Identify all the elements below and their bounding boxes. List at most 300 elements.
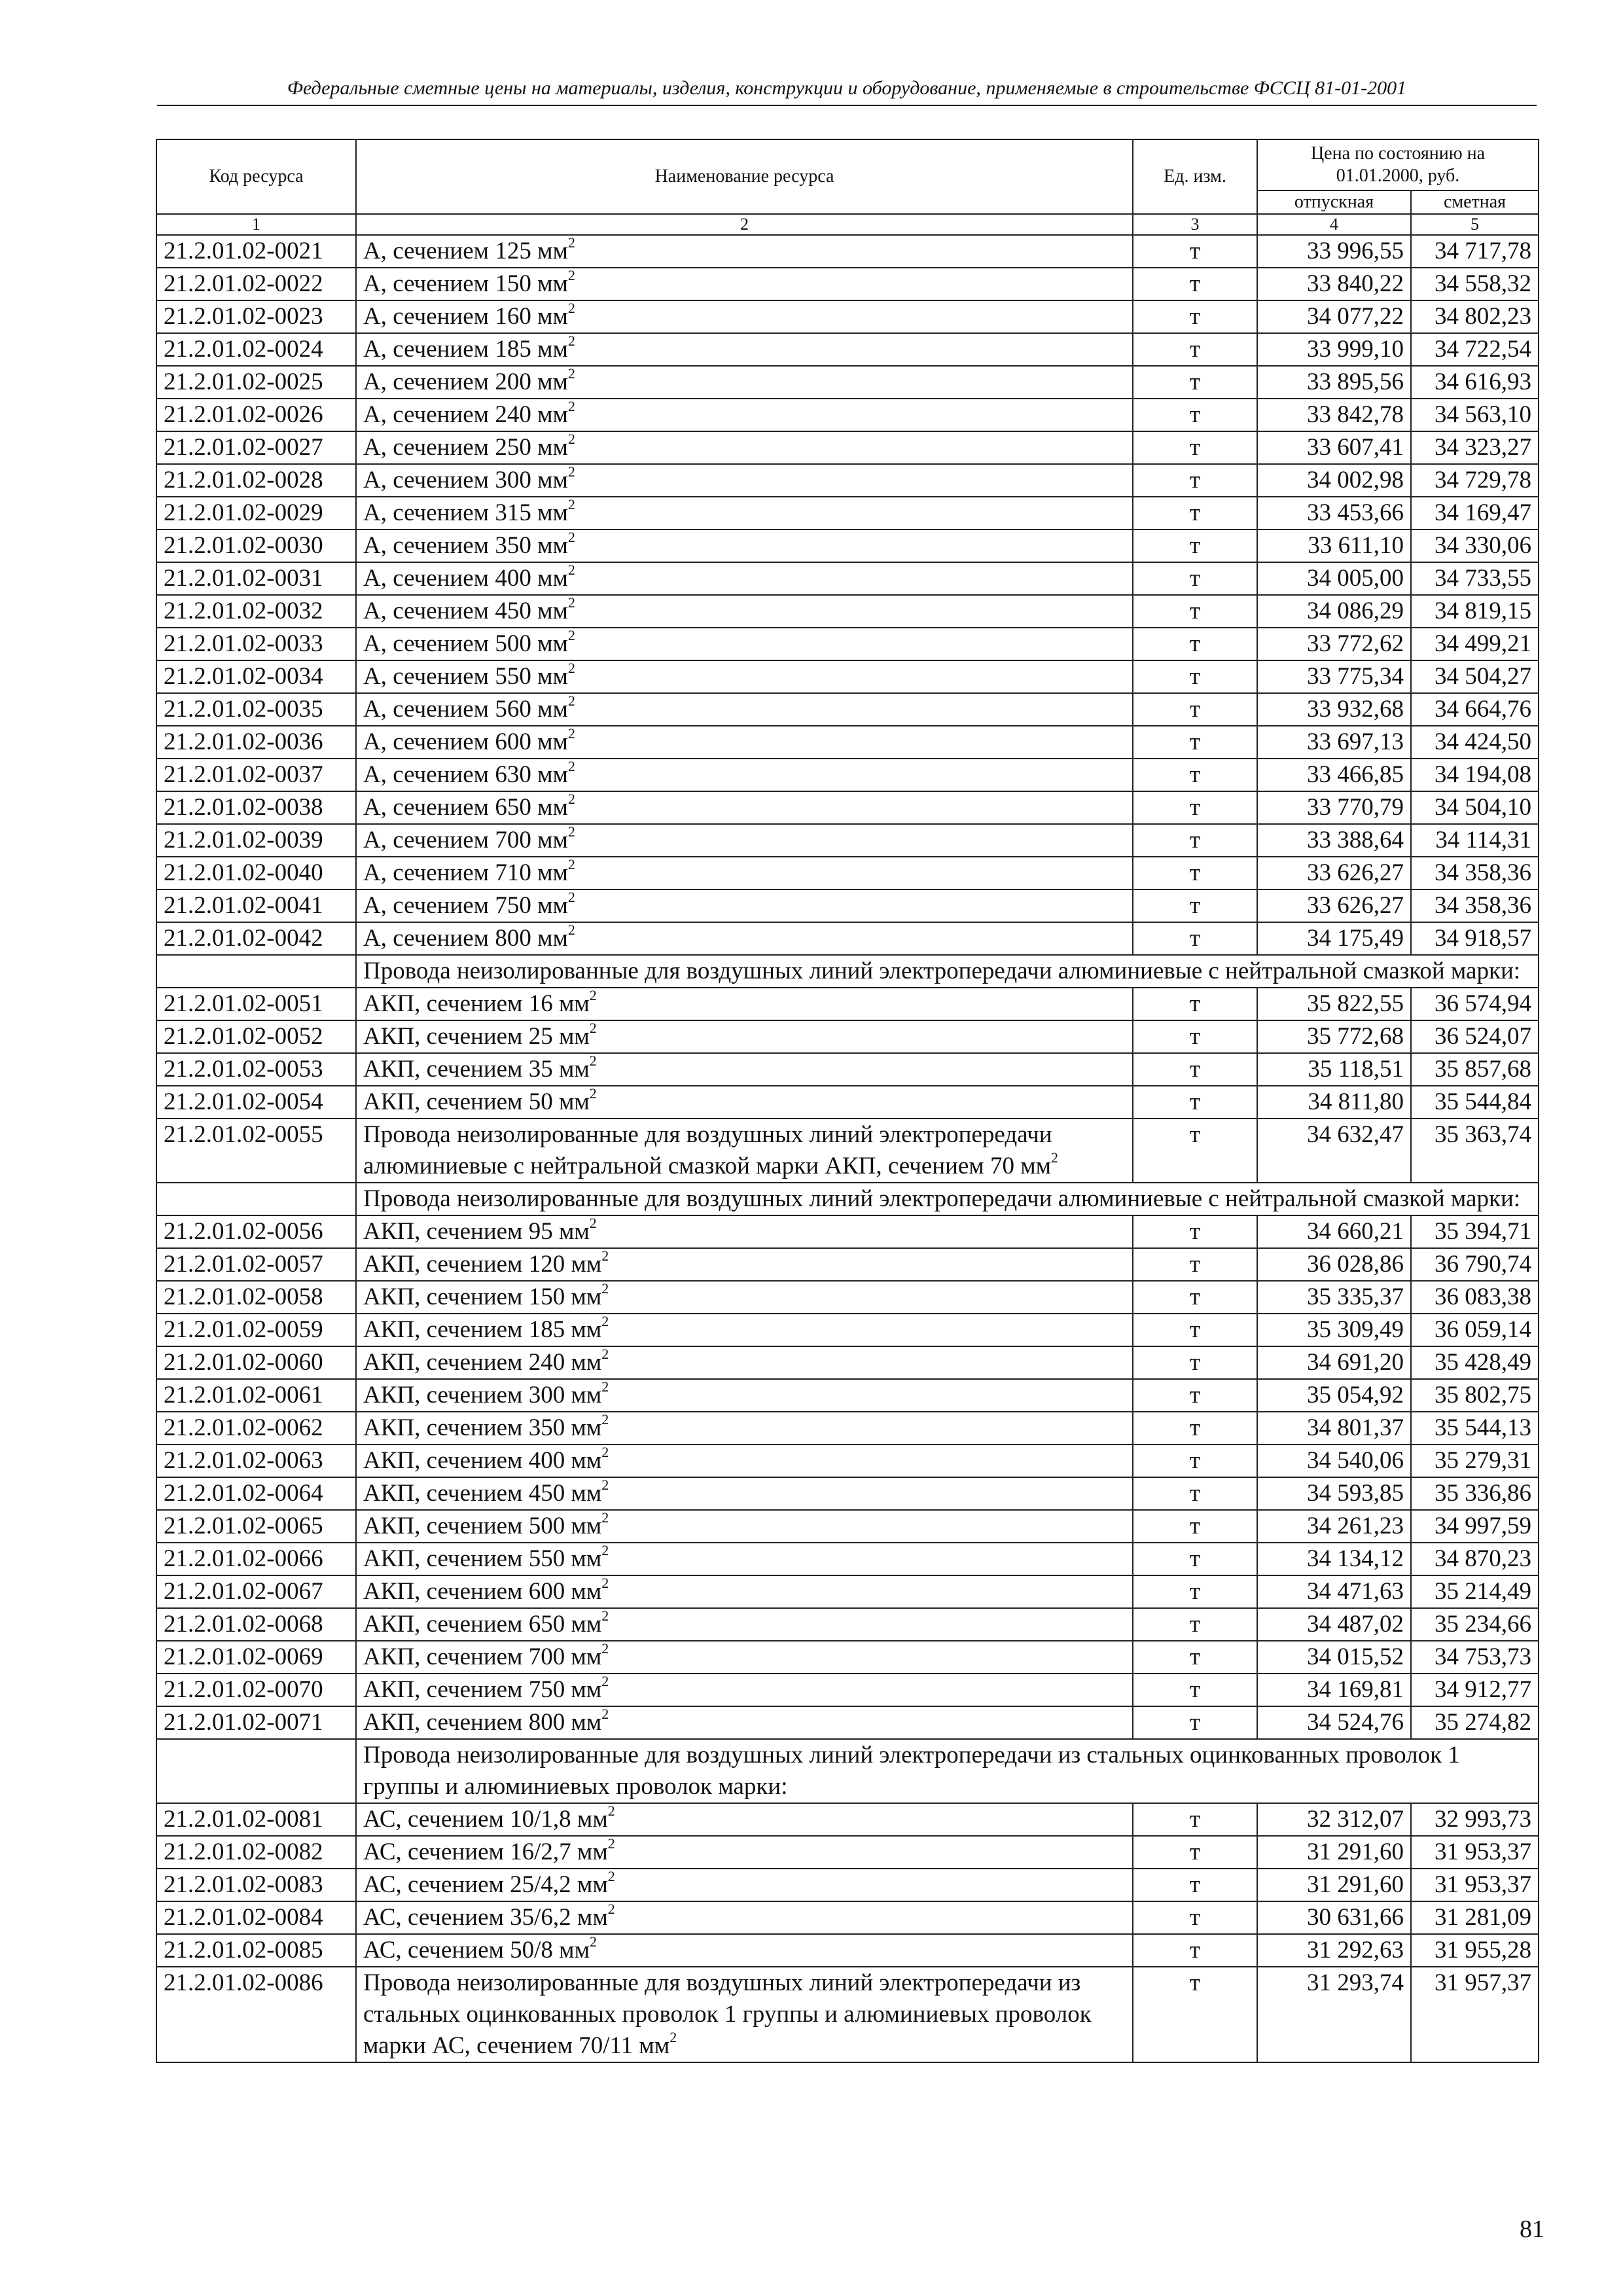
estimate-price: 35 428,49 bbox=[1411, 1346, 1539, 1379]
resource-name-text: АКП, сечением 550 мм bbox=[363, 1545, 602, 1572]
resource-name-text: АКП, сечением 350 мм bbox=[363, 1414, 602, 1441]
resource-code: 21.2.01.02-0056 bbox=[156, 1215, 356, 1248]
unit-superscript: 2 bbox=[589, 1019, 597, 1036]
unit-of-measure: т bbox=[1133, 595, 1257, 628]
unit-superscript: 2 bbox=[601, 1574, 609, 1591]
table-row bbox=[156, 1706, 1539, 1739]
resource-name bbox=[356, 595, 1133, 628]
unit-superscript: 2 bbox=[567, 561, 575, 578]
table-row bbox=[156, 235, 1539, 268]
release-price: 34 660,21 bbox=[1257, 1215, 1411, 1248]
unit-of-measure: т bbox=[1133, 1053, 1257, 1086]
estimate-price: 34 504,27 bbox=[1411, 660, 1539, 693]
estimate-price: 34 358,36 bbox=[1411, 857, 1539, 889]
resource-name bbox=[356, 562, 1133, 595]
unit-of-measure: т bbox=[1133, 1412, 1257, 1444]
resource-name bbox=[356, 1869, 1133, 1901]
resource-name bbox=[356, 693, 1133, 726]
table-row bbox=[156, 791, 1539, 824]
resource-code: 21.2.01.02-0063 bbox=[156, 1444, 356, 1477]
unit-superscript: 2 bbox=[607, 1900, 615, 1917]
release-price: 34 471,63 bbox=[1257, 1575, 1411, 1608]
unit-superscript: 2 bbox=[567, 528, 575, 545]
unit-superscript: 2 bbox=[601, 1476, 609, 1493]
resource-name bbox=[356, 824, 1133, 857]
unit-of-measure: т bbox=[1133, 1967, 1257, 2062]
unit-of-measure: т bbox=[1133, 759, 1257, 791]
unit-of-measure: т bbox=[1133, 366, 1257, 399]
resource-name-text: АКП, сечением 95 мм bbox=[363, 1218, 590, 1245]
release-price: 34 005,00 bbox=[1257, 562, 1411, 595]
resource-name bbox=[356, 726, 1133, 759]
estimate-price: 32 993,73 bbox=[1411, 1803, 1539, 1836]
resource-name-text: АКП, сечением 300 мм bbox=[363, 1382, 602, 1408]
table-row bbox=[156, 1281, 1539, 1314]
estimate-price: 34 733,55 bbox=[1411, 562, 1539, 595]
unit-superscript: 2 bbox=[590, 1933, 597, 1950]
table-row bbox=[156, 562, 1539, 595]
resource-name bbox=[356, 889, 1133, 922]
resource-name-text: АС, сечением 50/8 мм bbox=[363, 1937, 590, 1964]
resource-name-text: А, сечением 315 мм bbox=[363, 499, 568, 526]
resource-name bbox=[356, 366, 1133, 399]
release-price: 33 775,34 bbox=[1257, 660, 1411, 693]
estimate-price: 35 279,31 bbox=[1411, 1444, 1539, 1477]
col-header-unit: Ед. изм. bbox=[1133, 139, 1257, 214]
resource-name-text: АКП, сечением 750 мм bbox=[363, 1676, 602, 1703]
unit-superscript: 2 bbox=[567, 332, 575, 349]
estimate-price: 36 059,14 bbox=[1411, 1314, 1539, 1346]
section-row bbox=[156, 1739, 1539, 1803]
release-price: 34 632,47 bbox=[1257, 1119, 1411, 1183]
resource-name-text: А, сечением 750 мм bbox=[363, 892, 568, 919]
table-row bbox=[156, 1608, 1539, 1641]
unit-of-measure: т bbox=[1133, 1215, 1257, 1248]
resource-name bbox=[356, 922, 1133, 955]
resource-code: 21.2.01.02-0031 bbox=[156, 562, 356, 595]
resource-name bbox=[356, 791, 1133, 824]
unit-superscript: 2 bbox=[601, 1509, 609, 1526]
release-price: 33 996,55 bbox=[1257, 235, 1411, 268]
unit-of-measure: т bbox=[1133, 235, 1257, 268]
table-row bbox=[156, 1477, 1539, 1510]
unit-of-measure: т bbox=[1133, 1444, 1257, 1477]
unit-superscript: 2 bbox=[567, 888, 575, 905]
table-row bbox=[156, 1510, 1539, 1543]
unit-of-measure: т bbox=[1133, 1281, 1257, 1314]
estimate-price: 34 616,93 bbox=[1411, 366, 1539, 399]
estimate-price: 35 336,86 bbox=[1411, 1477, 1539, 1510]
unit-superscript: 2 bbox=[589, 1085, 597, 1102]
resource-name-text: АКП, сечением 700 мм bbox=[363, 1643, 602, 1670]
resource-name bbox=[356, 1215, 1133, 1248]
column-number: 1 bbox=[156, 214, 356, 235]
estimate-price: 35 857,68 bbox=[1411, 1053, 1539, 1086]
col-header-release: отпускная bbox=[1257, 190, 1411, 214]
resource-code: 21.2.01.02-0082 bbox=[156, 1836, 356, 1869]
resource-name bbox=[356, 1803, 1133, 1836]
estimate-price: 34 499,21 bbox=[1411, 628, 1539, 660]
release-price: 33 611,10 bbox=[1257, 529, 1411, 562]
unit-of-measure: т bbox=[1133, 1346, 1257, 1379]
unit-superscript: 2 bbox=[601, 1345, 609, 1362]
table-row bbox=[156, 1543, 1539, 1575]
resource-name bbox=[356, 464, 1133, 497]
resource-name-text: А, сечением 240 мм bbox=[363, 401, 568, 428]
unit-of-measure: т bbox=[1133, 1543, 1257, 1575]
unit-of-measure: т bbox=[1133, 988, 1257, 1020]
unit-of-measure: т bbox=[1133, 1674, 1257, 1706]
release-price: 34 175,49 bbox=[1257, 922, 1411, 955]
resource-code: 21.2.01.02-0033 bbox=[156, 628, 356, 660]
release-price: 31 293,74 bbox=[1257, 1967, 1411, 2062]
resource-name-text: АКП, сечением 500 мм bbox=[363, 1513, 602, 1539]
estimate-price: 31 281,09 bbox=[1411, 1901, 1539, 1934]
release-price: 34 169,81 bbox=[1257, 1674, 1411, 1706]
table-row bbox=[156, 529, 1539, 562]
unit-of-measure: т bbox=[1133, 1020, 1257, 1053]
resource-name bbox=[356, 235, 1133, 268]
column-number: 3 bbox=[1133, 214, 1257, 235]
estimate-price: 34 729,78 bbox=[1411, 464, 1539, 497]
col-header-estimate: сметная bbox=[1411, 190, 1539, 214]
estimate-price: 35 214,49 bbox=[1411, 1575, 1539, 1608]
table-row bbox=[156, 1086, 1539, 1119]
section-heading: Провода неизолированные для воздушных линий электропередачи алюминиевые с нейтральной смазкой марки: bbox=[356, 1183, 1539, 1215]
table-row bbox=[156, 693, 1539, 726]
estimate-price: 35 544,13 bbox=[1411, 1412, 1539, 1444]
resource-name bbox=[356, 1934, 1133, 1967]
release-price: 34 261,23 bbox=[1257, 1510, 1411, 1543]
resource-name-text: А, сечением 350 мм bbox=[363, 532, 568, 559]
resource-name-text: АКП, сечением 35 мм bbox=[363, 1056, 590, 1083]
resource-name bbox=[356, 1510, 1133, 1543]
table-row bbox=[156, 1901, 1539, 1934]
resource-code: 21.2.01.02-0058 bbox=[156, 1281, 356, 1314]
unit-superscript: 2 bbox=[567, 921, 575, 938]
resource-name-text: А, сечением 710 мм bbox=[363, 859, 568, 886]
unit-superscript: 2 bbox=[601, 1443, 609, 1460]
table-row bbox=[156, 1575, 1539, 1608]
unit-of-measure: т bbox=[1133, 1477, 1257, 1510]
unit-of-measure: т bbox=[1133, 431, 1257, 464]
resource-name bbox=[356, 1314, 1133, 1346]
table-row bbox=[156, 824, 1539, 857]
table-row bbox=[156, 1967, 1539, 2062]
resource-code: 21.2.01.02-0061 bbox=[156, 1379, 356, 1412]
unit-of-measure: т bbox=[1133, 1314, 1257, 1346]
resource-code: 21.2.01.02-0023 bbox=[156, 300, 356, 333]
resource-name bbox=[356, 1543, 1133, 1575]
table-row bbox=[156, 300, 1539, 333]
release-price: 34 811,80 bbox=[1257, 1086, 1411, 1119]
resource-name-text: А, сечением 630 мм bbox=[363, 761, 568, 788]
estimate-price: 34 918,57 bbox=[1411, 922, 1539, 955]
table-row bbox=[156, 366, 1539, 399]
unit-of-measure: т bbox=[1133, 628, 1257, 660]
unit-superscript: 2 bbox=[607, 1835, 615, 1852]
unit-superscript: 2 bbox=[607, 1802, 615, 1819]
resource-name bbox=[356, 628, 1133, 660]
resource-name-text: А, сечением 185 мм bbox=[363, 336, 568, 363]
estimate-price: 34 664,76 bbox=[1411, 693, 1539, 726]
resource-name-text: А, сечением 160 мм bbox=[363, 303, 568, 330]
release-price: 35 772,68 bbox=[1257, 1020, 1411, 1053]
resource-name bbox=[356, 1412, 1133, 1444]
table-body bbox=[156, 214, 1539, 2062]
unit-superscript: 2 bbox=[601, 1280, 609, 1297]
estimate-price: 34 722,54 bbox=[1411, 333, 1539, 366]
resource-name bbox=[356, 1119, 1133, 1183]
unit-superscript: 2 bbox=[567, 790, 575, 807]
resource-name-text: А, сечением 650 мм bbox=[363, 794, 568, 821]
section-row bbox=[156, 955, 1539, 988]
resource-name bbox=[356, 1706, 1133, 1739]
resource-code: 21.2.01.02-0027 bbox=[156, 431, 356, 464]
estimate-price: 34 114,31 bbox=[1411, 824, 1539, 857]
resource-code: 21.2.01.02-0036 bbox=[156, 726, 356, 759]
resource-code: 21.2.01.02-0069 bbox=[156, 1641, 356, 1674]
release-price: 35 054,92 bbox=[1257, 1379, 1411, 1412]
release-price: 33 626,27 bbox=[1257, 889, 1411, 922]
release-price: 31 292,63 bbox=[1257, 1934, 1411, 1967]
table-row bbox=[156, 1869, 1539, 1901]
unit-superscript: 2 bbox=[567, 823, 575, 840]
release-price: 33 770,79 bbox=[1257, 791, 1411, 824]
estimate-price: 35 394,71 bbox=[1411, 1215, 1539, 1248]
resource-name-text: А, сечением 600 мм bbox=[363, 728, 568, 755]
resource-code: 21.2.01.02-0067 bbox=[156, 1575, 356, 1608]
estimate-price: 36 083,38 bbox=[1411, 1281, 1539, 1314]
estimate-price: 35 544,84 bbox=[1411, 1086, 1539, 1119]
resource-name-text: А, сечением 550 мм bbox=[363, 663, 568, 690]
table-row bbox=[156, 857, 1539, 889]
release-price: 33 999,10 bbox=[1257, 333, 1411, 366]
resource-name-text: АС, сечением 10/1,8 мм bbox=[363, 1806, 608, 1833]
table-row bbox=[156, 1444, 1539, 1477]
release-price: 34 002,98 bbox=[1257, 464, 1411, 497]
unit-of-measure: т bbox=[1133, 1901, 1257, 1934]
release-price: 33 626,27 bbox=[1257, 857, 1411, 889]
release-price: 32 312,07 bbox=[1257, 1803, 1411, 1836]
estimate-price: 31 955,28 bbox=[1411, 1934, 1539, 1967]
unit-superscript: 2 bbox=[567, 397, 575, 414]
resource-name bbox=[356, 660, 1133, 693]
unit-of-measure: т bbox=[1133, 791, 1257, 824]
table-row bbox=[156, 1934, 1539, 1967]
estimate-price: 34 717,78 bbox=[1411, 235, 1539, 268]
resource-name-text: А, сечением 200 мм bbox=[363, 368, 568, 395]
release-price: 34 487,02 bbox=[1257, 1608, 1411, 1641]
resource-name bbox=[356, 333, 1133, 366]
unit-superscript: 2 bbox=[607, 1867, 615, 1884]
resource-name bbox=[356, 1444, 1133, 1477]
release-price: 34 524,76 bbox=[1257, 1706, 1411, 1739]
resource-name-text: А, сечением 125 мм bbox=[363, 238, 568, 264]
resource-code: 21.2.01.02-0040 bbox=[156, 857, 356, 889]
resource-name-text: АС, сечением 25/4,2 мм bbox=[363, 1871, 608, 1898]
unit-superscript: 2 bbox=[601, 1705, 609, 1722]
resource-name bbox=[356, 1836, 1133, 1869]
resource-name-text: АКП, сечением 25 мм bbox=[363, 1023, 590, 1050]
col-header-name: Наименование ресурса bbox=[356, 139, 1133, 214]
unit-of-measure: т bbox=[1133, 529, 1257, 562]
resource-code: 21.2.01.02-0025 bbox=[156, 366, 356, 399]
unit-superscript: 2 bbox=[567, 757, 575, 774]
table-row bbox=[156, 1020, 1539, 1053]
resource-name bbox=[356, 497, 1133, 529]
header-rule bbox=[157, 105, 1537, 106]
table-row bbox=[156, 1119, 1539, 1183]
release-price: 36 028,86 bbox=[1257, 1248, 1411, 1281]
column-number: 4 bbox=[1257, 214, 1411, 235]
resource-name-text: АКП, сечением 400 мм bbox=[363, 1447, 602, 1474]
resource-name-text: АКП, сечением 185 мм bbox=[363, 1316, 602, 1343]
unit-of-measure: т bbox=[1133, 726, 1257, 759]
unit-of-measure: т bbox=[1133, 1706, 1257, 1739]
resource-code: 21.2.01.02-0081 bbox=[156, 1803, 356, 1836]
unit-of-measure: т bbox=[1133, 1086, 1257, 1119]
resource-name bbox=[356, 1967, 1133, 2062]
estimate-price: 34 870,23 bbox=[1411, 1543, 1539, 1575]
resource-code: 21.2.01.02-0026 bbox=[156, 399, 356, 431]
estimate-price: 34 563,10 bbox=[1411, 399, 1539, 431]
unit-superscript: 2 bbox=[567, 234, 575, 251]
resource-name-text: АС, сечением 16/2,7 мм bbox=[363, 1839, 608, 1865]
resource-name bbox=[356, 1053, 1133, 1086]
table-row bbox=[156, 431, 1539, 464]
unit-of-measure: т bbox=[1133, 1379, 1257, 1412]
unit-of-measure: т bbox=[1133, 300, 1257, 333]
release-price: 30 631,66 bbox=[1257, 1901, 1411, 1934]
release-price: 34 134,12 bbox=[1257, 1543, 1411, 1575]
resource-name bbox=[356, 857, 1133, 889]
release-price: 34 086,29 bbox=[1257, 595, 1411, 628]
resource-name-text: АКП, сечением 150 мм bbox=[363, 1283, 602, 1310]
release-price: 35 335,37 bbox=[1257, 1281, 1411, 1314]
estimate-price: 34 753,73 bbox=[1411, 1641, 1539, 1674]
release-price: 33 388,64 bbox=[1257, 824, 1411, 857]
resource-code: 21.2.01.02-0042 bbox=[156, 922, 356, 955]
resource-name bbox=[356, 1674, 1133, 1706]
section-heading: Провода неизолированные для воздушных линий электропередачи алюминиевые с нейтральной смазкой марки: bbox=[356, 955, 1539, 988]
resource-name bbox=[356, 399, 1133, 431]
unit-superscript: 2 bbox=[589, 986, 597, 1003]
release-price: 34 691,20 bbox=[1257, 1346, 1411, 1379]
resource-name bbox=[356, 1379, 1133, 1412]
table-row bbox=[156, 595, 1539, 628]
price-table bbox=[156, 139, 1539, 2063]
release-price: 33 607,41 bbox=[1257, 431, 1411, 464]
unit-superscript: 2 bbox=[567, 659, 575, 676]
header-row bbox=[156, 139, 1539, 190]
resource-code: 21.2.01.02-0039 bbox=[156, 824, 356, 857]
table-row bbox=[156, 889, 1539, 922]
unit-of-measure: т bbox=[1133, 693, 1257, 726]
resource-name bbox=[356, 1086, 1133, 1119]
resource-name-text: АКП, сечением 650 мм bbox=[363, 1611, 602, 1638]
table-row bbox=[156, 1803, 1539, 1836]
estimate-price: 31 953,37 bbox=[1411, 1836, 1539, 1869]
resource-name-text: АКП, сечением 800 мм bbox=[363, 1709, 602, 1736]
release-price: 33 772,62 bbox=[1257, 628, 1411, 660]
unit-superscript: 2 bbox=[567, 495, 575, 512]
estimate-price: 34 323,27 bbox=[1411, 431, 1539, 464]
unit-of-measure: т bbox=[1133, 857, 1257, 889]
resource-code: 21.2.01.02-0062 bbox=[156, 1412, 356, 1444]
resource-name-text: А, сечением 300 мм bbox=[363, 467, 568, 493]
release-price: 35 118,51 bbox=[1257, 1053, 1411, 1086]
resource-name-text: АКП, сечением 450 мм bbox=[363, 1480, 602, 1507]
table-row bbox=[156, 1379, 1539, 1412]
unit-superscript: 2 bbox=[669, 2028, 677, 2045]
resource-code: 21.2.01.02-0066 bbox=[156, 1543, 356, 1575]
resource-name-text: Провода неизолированные для воздушных линий электропередачи из стальных оцинкованных проволок 1 группы и алюминиевых проволок марки АС, сечением 70/11 мм bbox=[363, 1969, 1092, 2059]
resource-name bbox=[356, 1575, 1133, 1608]
estimate-price: 34 912,77 bbox=[1411, 1674, 1539, 1706]
unit-superscript: 2 bbox=[1051, 1149, 1059, 1166]
resource-code: 21.2.01.02-0024 bbox=[156, 333, 356, 366]
release-price: 34 540,06 bbox=[1257, 1444, 1411, 1477]
resource-name bbox=[356, 1477, 1133, 1510]
resource-code: 21.2.01.02-0055 bbox=[156, 1119, 356, 1183]
estimate-price: 34 194,08 bbox=[1411, 759, 1539, 791]
unit-superscript: 2 bbox=[601, 1410, 609, 1427]
table-row bbox=[156, 1836, 1539, 1869]
resource-name-text: А, сечением 250 мм bbox=[363, 434, 568, 461]
unit-superscript: 2 bbox=[601, 1247, 609, 1264]
resource-code: 21.2.01.02-0065 bbox=[156, 1510, 356, 1543]
resource-code: 21.2.01.02-0034 bbox=[156, 660, 356, 693]
resource-name-text: АКП, сечением 600 мм bbox=[363, 1578, 602, 1605]
resource-name bbox=[356, 431, 1133, 464]
resource-name-text: А, сечением 450 мм bbox=[363, 598, 568, 624]
unit-of-measure: т bbox=[1133, 889, 1257, 922]
estimate-price: 35 802,75 bbox=[1411, 1379, 1539, 1412]
resource-name-text: АС, сечением 35/6,2 мм bbox=[363, 1904, 608, 1931]
unit-of-measure: т bbox=[1133, 1119, 1257, 1183]
section-code-empty bbox=[156, 1183, 356, 1215]
resource-code: 21.2.01.02-0060 bbox=[156, 1346, 356, 1379]
estimate-price: 34 330,06 bbox=[1411, 529, 1539, 562]
unit-superscript: 2 bbox=[567, 692, 575, 709]
unit-superscript: 2 bbox=[601, 1640, 609, 1657]
resource-name-text: АКП, сечением 120 мм bbox=[363, 1251, 602, 1278]
release-price: 33 895,56 bbox=[1257, 366, 1411, 399]
release-price: 34 077,22 bbox=[1257, 300, 1411, 333]
table-row bbox=[156, 1215, 1539, 1248]
release-price: 31 291,60 bbox=[1257, 1869, 1411, 1901]
unit-superscript: 2 bbox=[567, 365, 575, 382]
resource-code: 21.2.01.02-0037 bbox=[156, 759, 356, 791]
resource-code: 21.2.01.02-0086 bbox=[156, 1967, 356, 2062]
unit-superscript: 2 bbox=[567, 430, 575, 447]
resource-code: 21.2.01.02-0030 bbox=[156, 529, 356, 562]
resource-code: 21.2.01.02-0083 bbox=[156, 1869, 356, 1901]
release-price: 33 697,13 bbox=[1257, 726, 1411, 759]
resource-code: 21.2.01.02-0053 bbox=[156, 1053, 356, 1086]
unit-of-measure: т bbox=[1133, 268, 1257, 300]
unit-of-measure: т bbox=[1133, 333, 1257, 366]
release-price: 34 015,52 bbox=[1257, 1641, 1411, 1674]
resource-code: 21.2.01.02-0068 bbox=[156, 1608, 356, 1641]
col-header-price-group: Цена по состоянию на 01.01.2000, руб. bbox=[1257, 139, 1539, 190]
resource-name-text: АКП, сечением 16 мм bbox=[363, 990, 590, 1017]
section-code-empty bbox=[156, 1739, 356, 1803]
unit-superscript: 2 bbox=[601, 1541, 609, 1558]
unit-of-measure: т bbox=[1133, 562, 1257, 595]
unit-of-measure: т bbox=[1133, 497, 1257, 529]
